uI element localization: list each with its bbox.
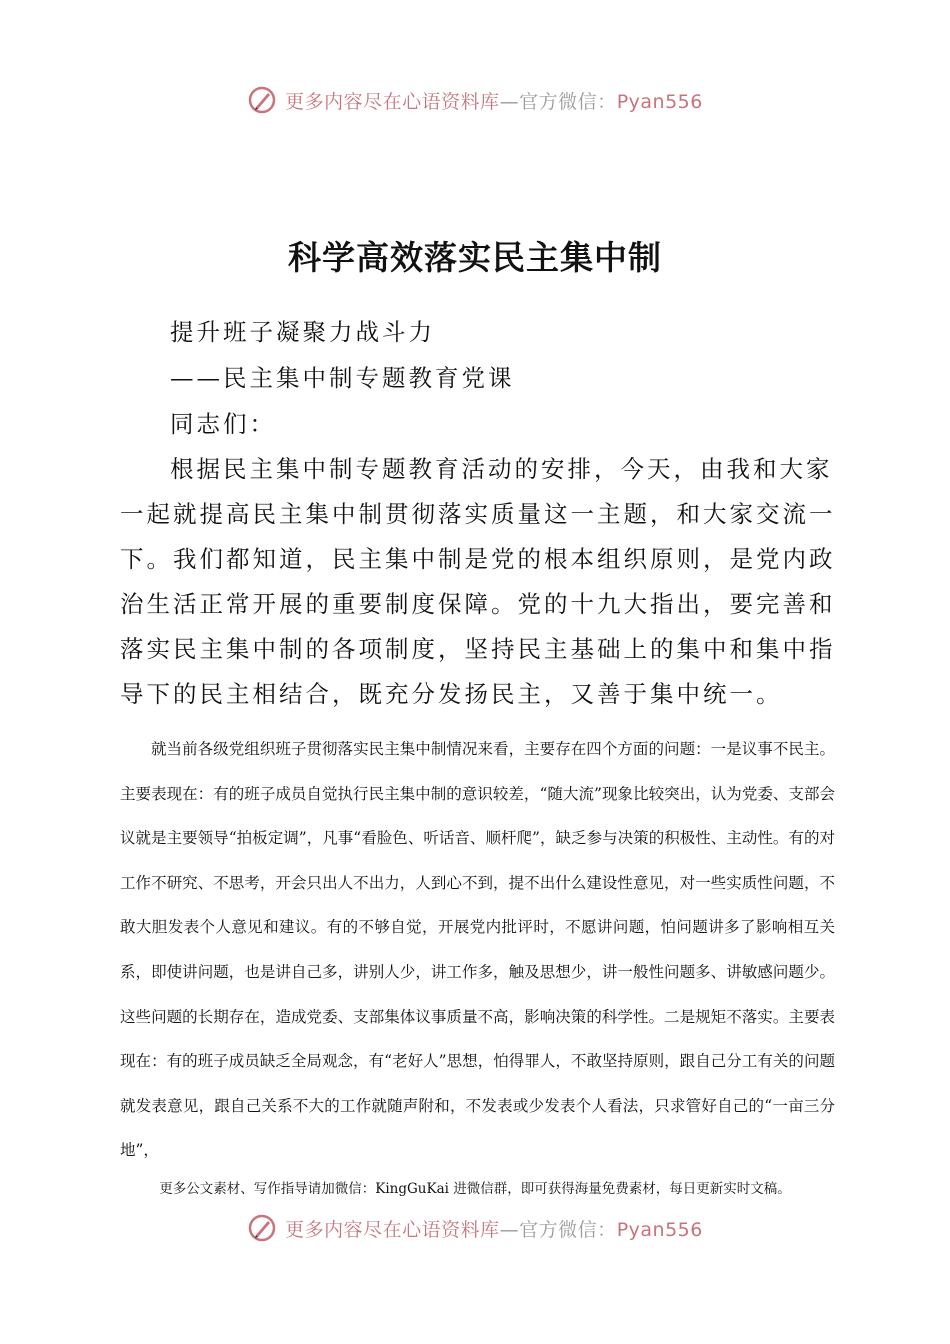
header-banner <box>0 80 950 120</box>
body-paragraph: 就当前各级党组织班子贯彻落实民主集中制情况来看，主要存在四个方面的问题：一是议事不民主。主要表现在：有的班子成员自觉执行民主集中制的意识较差，“随大流”现象比较突出，认为党委、支部会议就是主要领导“拍板定调”，凡事“看脸色、听话音、顺杆爬”，缺乏参与决策的积极性、主动性。有的对工作不研究、不思考，开会只出人不出力，人到心不到，提不出什么建设性意见，对一些实质性问题，不敢大胆发表个人意见和建议。有的不够自觉，开展党内批评时，不愿讲问题，怕问题讲多了影响相互关系，即使讲问题，也是讲自己多，讲别人少，讲工作多，触及思想少，讲一般性问题多、讲敏感问题少。这些问题的长期存在，造成党委、支部集体议事质量不高，影响决策的科学性。二是规矩不落实。主要表现在：有的班子成员缺乏全局观念，有“老好人”思想，怕得罪人，不敢坚持原则，跟自己分工有关的问题就发表意见，跟自己关系不大的工作就随声附和，不发表或少发表个人看法，只求管好自己的“一亩三分地”， <box>120 740 835 1160</box>
intro-line: 下。我们都知道，民主集中制是党的根本组织原则，是党内政 <box>120 545 836 573</box>
banner-wechat-id: Pyan556 <box>616 1218 703 1241</box>
banner-dash: — <box>499 90 520 113</box>
banner-wechat-label: 官方微信： <box>519 90 617 113</box>
intro-line: 落实民主集中制的各项制度，坚持民主基础上的集中和集中指 <box>120 635 836 663</box>
subtitle-1: 提升班子凝聚力战斗力 <box>170 318 435 346</box>
pen-logo-icon <box>247 1213 277 1243</box>
intro-line: 一起就提高民主集中制贯彻落实质量这一主题，和大家交流一 <box>120 500 836 528</box>
banner-text: 更多内容尽在心语资料库 <box>285 90 500 113</box>
banner-dash: — <box>499 1218 520 1241</box>
banner-text: 更多内容尽在心语资料库 <box>285 1218 500 1241</box>
intro-line: 根据民主集中制专题教育活动的安排，今天，由我和大家 <box>170 455 833 483</box>
banner-wechat-label: 官方微信： <box>519 1218 617 1241</box>
intro-line: 导下的民主相结合，既充分发扬民主，又善于集中统一。 <box>120 680 783 708</box>
intro-line: 治生活正常开展的重要制度保障。党的十九大指出，要完善和 <box>120 590 836 618</box>
pen-logo-icon <box>247 85 277 115</box>
footer-banner <box>0 1208 950 1248</box>
document-title: 科学高效落实民主集中制 <box>288 238 662 277</box>
salutation: 同志们： <box>170 410 276 438</box>
footer-note: 更多公文素材、写作指导请加微信：KingGuKai 进微信群，即可获得海量免费素材，每日更新实时文稿。 <box>159 1181 791 1197</box>
banner-wechat-id: Pyan556 <box>616 90 703 113</box>
subtitle-2: ——民主集中制专题教育党课 <box>170 364 515 392</box>
